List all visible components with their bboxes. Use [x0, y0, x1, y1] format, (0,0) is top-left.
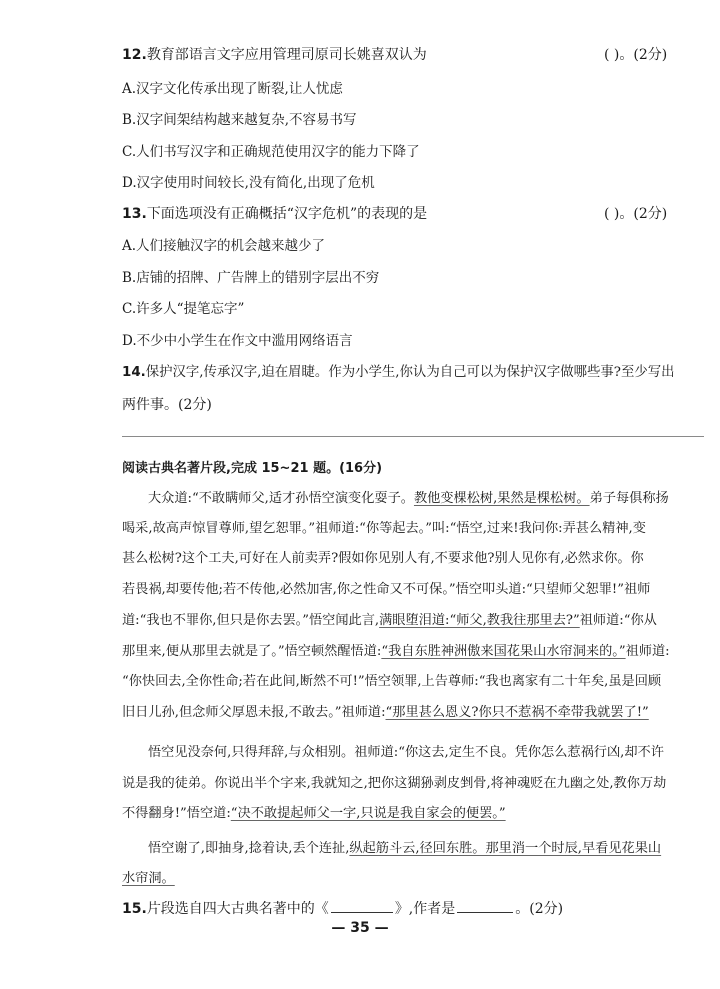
passage-p1-line-4: 若畏祸,却要传他;若不传他,必然加害,你之性命又不可保。”悟空叩头道:“只望师父恕罪!”祖师	[122, 582, 651, 597]
author-blank[interactable]	[457, 898, 513, 913]
question-15: 15.片段选自四大古典名著中的《 》,作者是 。(2分)	[122, 898, 563, 918]
q13-option-d: D.不少中小学生在作文中滥用网络语言	[122, 333, 353, 349]
passage-p1-line-7: “你快回去,全你性命;若在此间,断然不可!”悟空领罪,上告尊师:“我也离家有二十年矣,虽是回顾	[122, 674, 662, 689]
question-14-line-2: 两件事。(2分)	[122, 397, 212, 413]
section-divider	[122, 436, 704, 437]
passage-p1-line-2: 喝采,故高声惊冒尊师,望乞恕罪。”祖师道:“你等起去。”叫:“悟空,过来!我问你:弄甚么精神,变	[122, 521, 646, 536]
q12-option-a: A.汉字文化传承出现了断裂,让人忧虑	[122, 81, 343, 97]
passage-p1-line-8: 旧日儿孙,但念师父厚恩未报,不敢去。”祖师道:“那里甚么恩义?你只不惹祸不牵带我就罢了!”	[122, 705, 649, 720]
passage-p3-line-1: 悟空谢了,即抽身,捻着诀,丢个连扯,纵起筋斗云,径回东胜。那里消一个时辰,早看见花果山	[148, 841, 662, 856]
q12-option-d: D.汉字使用时间较长,没有简化,出现了危机	[122, 175, 375, 191]
q12-option-b: B.汉字间架结构越来越复杂,不容易书写	[122, 112, 357, 128]
book-title-blank[interactable]	[331, 898, 393, 913]
passage-p2-line-2: 说是我的徒弟。你说出半个字来,我就知之,把你这猢狲剥皮剉骨,将神魂贬在九幽之处,教你万劫	[122, 776, 667, 791]
passage-p2-line-1: 悟空见没奈何,只得拜辞,与众相别。祖师道:“你这去,定生不良。凭你怎么惹祸行凶,却不许	[148, 745, 664, 760]
passage-p2-line-3: 不得翻身!”悟空道:“决不敢提起师父一字,只说是我自家会的便罢。”	[122, 806, 506, 821]
question-12-mark: ( )。(2分)	[604, 47, 668, 63]
passage-p3-line-2: 水帘洞。	[122, 871, 175, 886]
q13-option-c: C.许多人“提笔忘字”	[122, 301, 245, 317]
reading-heading: 阅读古典名著片段,完成 15~21 题。(16分)	[122, 461, 383, 476]
question-14-line-1: 14.保护汉字,传承汉字,迫在眉睫。作为小学生,你认为自己可以为保护汉字做哪些事?至少写出	[122, 365, 675, 380]
passage-p1-line-3: 甚么松树?这个工夫,可好在人前卖弄?假如你见别人有,不要求他?别人见你有,必然求你。你	[122, 551, 644, 566]
passage-p1-line-1: 大众道:“不敢瞒师父,适才孙悟空演变化耍子。教他变棵松树,果然是棵松树。弟子每俱称扬	[148, 491, 669, 506]
question-13-stem: 13.下面选项没有正确概括“汉字危机”的表现的是	[122, 206, 428, 222]
page-number: — 35 —	[331, 920, 389, 936]
question-12-stem: 12.教育部语言文字应用管理司原司长姚喜双认为	[122, 47, 427, 63]
passage-p1-line-6: 那里来,便从那里去就是了。”悟空顿然醒悟道:“我自东胜神洲傲来国花果山水帘洞来的。”祖师道:	[122, 644, 670, 659]
q13-option-b: B.店铺的招牌、广告牌上的错别字层出不穷	[122, 270, 380, 286]
passage-p1-line-5: 道:“我也不罪你,但只是你去罢。”悟空闻此言,满眼堕泪道:“师父,教我往那里去?”祖师道:“你从	[122, 613, 657, 628]
question-13-mark: ( )。(2分)	[604, 206, 668, 222]
q12-option-c: C.人们书写汉字和正确规范使用汉字的能力下降了	[122, 144, 420, 160]
q13-option-a: A.人们接触汉字的机会越来越少了	[122, 238, 326, 254]
